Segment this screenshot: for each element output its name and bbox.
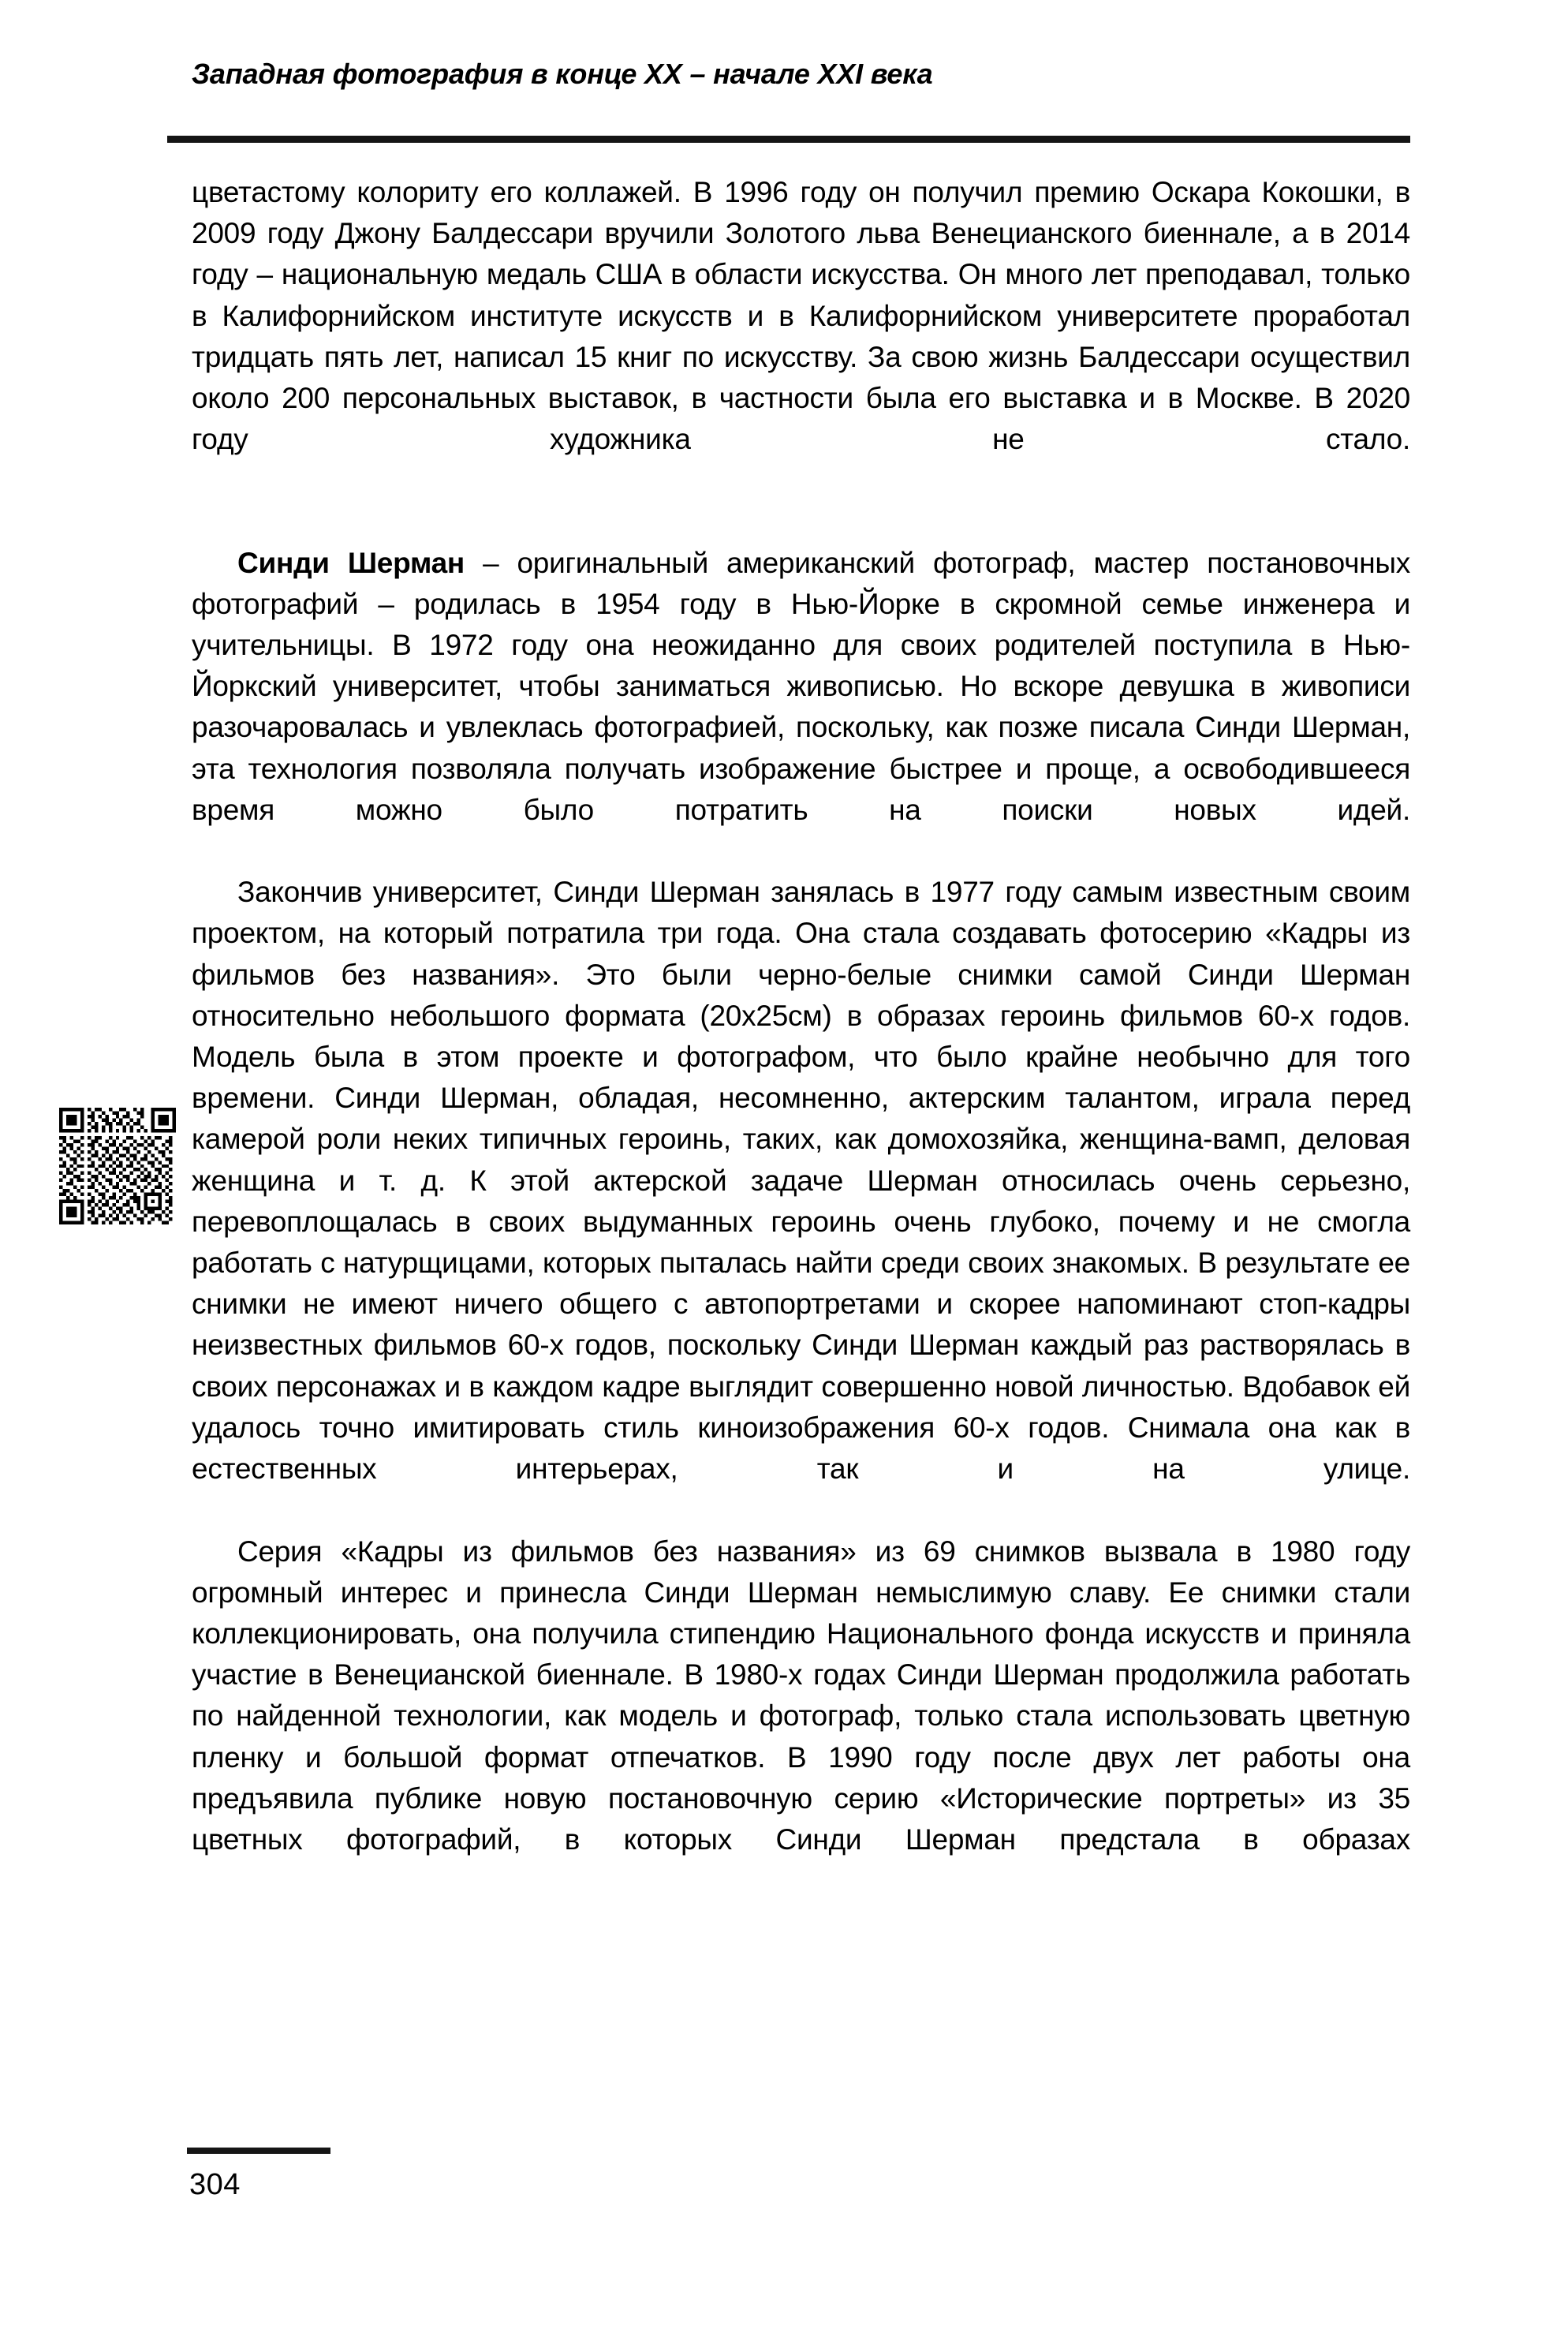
qr-code-graphic [59,1108,176,1224]
running-head: Западная фотография в конце XX – начале XXI века [192,58,933,90]
lead-name-sherman: Синди Шерман [237,546,465,579]
paragraph-untitled-film-stills: Закончив университет, Синди Шерман занялась в 1977 году самым известным своим проектом, на который потратила три года. Она стала создавать фотосерию «Кадры из фильмов без названия». Это были черно-белые снимки самой Синди Шерман относительно небольшого формата (20x25см) в образах героинь фильмов 60-х годов. Модель была в этом проекте и фотографом, что было крайне необычно для того времени. Синди Шерман, обладая, несомненно, актерским талантом, играла перед камерой роли неких типичных героинь, таких, как домохозяйка, женщина-вамп, деловая женщина и т. д. К этой актерской задаче Шерман относилась очень серьезно, перевоплощалась в своих выдуманных героинь очень глубоко, почему и не смогла работать с натурщицами, которых пыталась найти среди своих знакомых. В результате ее снимки не имеют ничего общего с автопортретами и скорее напоминают стоп-кадры неизвестных фильмов 60-х годов, поскольку Синди Шерман каждый раз растворялась в своих персонажах и в каждом кадре выглядит совершенно новой личностью. Вдобавок ей удалось точно имитировать стиль киноизображения 60-х годов. Снимала она как в естественных интерьерах, так и на улице. [192,876,1410,1486]
paragraph-fame-1980: Серия «Кадры из фильмов без названия» из 69 снимков вызвала в 1980 году огромный интерес и принесла Синди Шерман немыслимую славу. Ее снимки стали коллекционировать, она получила стипендию Национального фонда искусств и приняла участие в Венецианской биеннале. В 1980-х годах Синди Шерман продолжила работать по найденной технологии, как модель и фотограф, только стала использовать цветную пленку и большой формат отпечатков. В 1990 году после двух лет работы она предъявила публике новую постановочную серию «Исторические портреты» из 35 цветных фотографий, в которых Синди Шерман предстала в образах [192,1535,1410,1856]
qr-code[interactable] [59,1108,176,1224]
page-number: 304 [189,2168,241,2201]
footer-rule [187,2148,330,2154]
body-text-column [192,172,1410,1901]
paragraph-baldessari: цветастому колориту его коллажей. В 1996 году он получил премию Оскара Кокошки, в 2009 году Джону Балдессари вручили Золотого льва Венецианского биеннале, а в 2014 году – национальную медаль США в области искусства. Он много лет преподавал, только в Калифорнийском институте искусств и в Калифорнийском университете проработал тридцать пять лет, написал 15 книг по искусству. За свою жизнь Балдессари осуществил около 200 персональных выставок, в частности была его выставка и в Москве. В 2020 году художника не стало. [192,176,1410,456]
paragraph-sherman-intro-text: – оригинальный американский фотограф, мастер постановочных фотографий – родилась в 1954 году в Нью-Йорке в скромной семье инженера и учительницы. В 1972 году она неожиданно для своих родителей поступила в Нью-Йоркский университет, чтобы заниматься живописью. Но вскоре девушка в живописи разочаровалась и увлеклась фотографией, поскольку, как позже писала Синди Шерман, эта технология позволяла получать изображение быстрее и проще, а освободившееся время можно было потратить на поиски новых идей. [192,546,1410,826]
paragraph-sherman-intro [192,543,1410,873]
header-rule [167,136,1410,143]
